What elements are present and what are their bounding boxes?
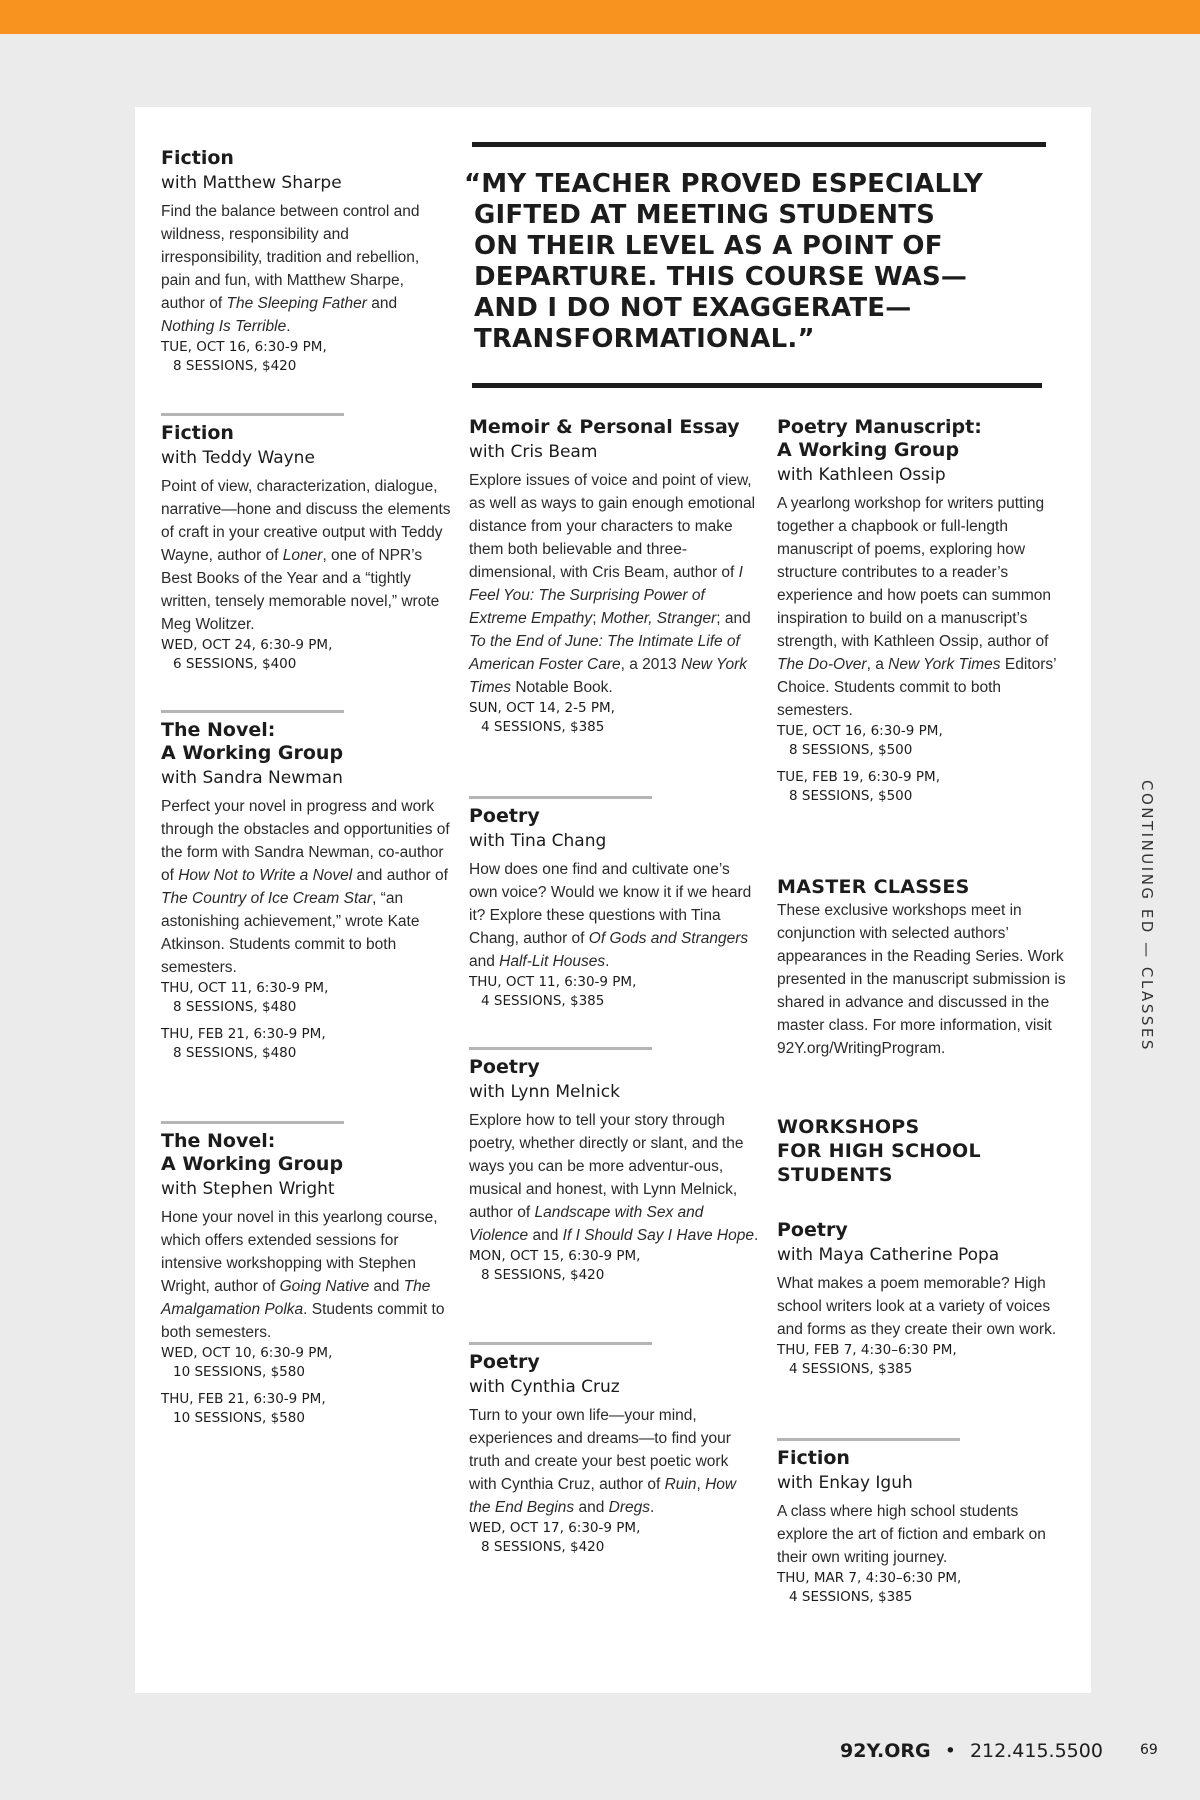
schedule-date-time: WED, OCT 17, 6:30-9 PM, bbox=[469, 1520, 641, 1536]
course-title: Poetry bbox=[777, 1219, 848, 1241]
course-instructor: with Kathleen Ossip bbox=[777, 465, 946, 485]
course-schedule bbox=[777, 1341, 1069, 1379]
course-description: Perfect your novel in progress and work through the obstacles and opportunities of the form with Sandra Newman, co-author of How Not to Write a Novel and author of The Country of Ice Cream Star, “an astonishing achievement,” wrote Kate Atkinson. Students commit to both semesters. bbox=[161, 798, 450, 976]
course-instructor: with Matthew Sharpe bbox=[161, 173, 342, 193]
high-school-workshops-heading bbox=[777, 1115, 1069, 1187]
course-description: Point of view, characterization, dialogue, narrative—hone and discuss the elements of craft in your creative output with Teddy Wayne, author of Loner, one of NPR’s Best Books of the Year and a “tightly written, tensely memorable novel,” wrote Meg Wolitzer. bbox=[161, 478, 451, 633]
schedule-sessions-price: 8 SESSIONS, $500 bbox=[789, 742, 913, 758]
master-classes-text: These exclusive workshops meet in conjunction with selected authors’ appearances in the Reading Series. Work presented in the manuscript submission is shared in advance and discussed in the master class. For more information, visit 92Y.org/WritingProgram. bbox=[777, 902, 1066, 1057]
course-poetry-cruz bbox=[469, 1342, 759, 1557]
schedule-date-time: THU, FEB 21, 6:30-9 PM, bbox=[161, 1391, 326, 1407]
top-accent-bar bbox=[0, 0, 1200, 34]
course-schedule bbox=[469, 973, 759, 1011]
course-schedule bbox=[777, 722, 1069, 760]
schedule-sessions-price: 4 SESSIONS, $385 bbox=[789, 1361, 913, 1377]
schedule-date-time: THU, FEB 7, 4:30–6:30 PM, bbox=[777, 1342, 957, 1358]
footer-contact bbox=[840, 1740, 1103, 1762]
section-divider bbox=[161, 413, 344, 416]
section-divider bbox=[469, 1047, 652, 1050]
schedule-sessions-price: 8 SESSIONS, $480 bbox=[173, 999, 297, 1015]
schedule-sessions-price: 4 SESSIONS, $385 bbox=[481, 993, 605, 1009]
course-title: Fiction bbox=[777, 1447, 850, 1469]
course-poetry-melnick bbox=[469, 1047, 759, 1285]
high-school-heading: WORKSHOPS FOR HIGH SCHOOL STUDENTS bbox=[777, 1116, 981, 1186]
course-description: How does one find and cultivate one’s own voice? Would we know it if we heard it? Explore these questions with Tina Chang, author of Of Gods and Strangers and Half-Lit Houses. bbox=[469, 861, 752, 970]
schedule-sessions-price: 8 SESSIONS, $420 bbox=[173, 358, 297, 374]
course-title: The Novel: A Working Group bbox=[161, 1130, 344, 1175]
footer-site-link[interactable]: 92Y.ORG bbox=[840, 1740, 931, 1762]
section-divider bbox=[777, 1438, 960, 1441]
course-title: Poetry bbox=[469, 805, 540, 827]
course-instructor: with Tina Chang bbox=[469, 831, 607, 851]
course-instructor: with Teddy Wayne bbox=[161, 448, 315, 468]
schedule-date-time: SUN, OCT 14, 2-5 PM, bbox=[469, 700, 615, 716]
course-schedule bbox=[161, 1344, 451, 1382]
course-description: Explore how to tell your story through poetry, whether directly or slant, and the ways you can be more adventur-ous, musical and honest, with Lynn Melnick, author of Landscape with Sex and Violence and If I Should Say I Have Hope. bbox=[469, 1112, 759, 1244]
schedule-sessions-price: 10 SESSIONS, $580 bbox=[173, 1364, 305, 1380]
course-instructor: with Enkay Iguh bbox=[777, 1473, 913, 1493]
course-instructor: with Stephen Wright bbox=[161, 1179, 335, 1199]
schedule-date-time: THU, OCT 11, 6:30-9 PM, bbox=[469, 974, 637, 990]
course-title: Fiction bbox=[161, 147, 234, 169]
schedule-sessions-price: 4 SESSIONS, $385 bbox=[789, 1589, 913, 1605]
quote-line: DEPARTURE. THIS COURSE WAS— bbox=[474, 262, 968, 292]
schedule-date-time: TUE, FEB 19, 6:30-9 PM, bbox=[777, 769, 940, 785]
course-schedule bbox=[161, 1025, 451, 1063]
schedule-sessions-price: 8 SESSIONS, $420 bbox=[481, 1267, 605, 1283]
course-title: Poetry bbox=[469, 1351, 540, 1373]
course-schedule bbox=[469, 699, 759, 737]
course-fiction-wayne bbox=[161, 413, 451, 674]
course-instructor: with Sandra Newman bbox=[161, 768, 343, 788]
course-novel-newman bbox=[161, 710, 451, 1063]
course-description: Explore issues of voice and point of view, as well as ways to gain enough emotional distance from your characters to make them both believable and three-dimensional, with Cris Beam, author of I Feel You: The Surprising Power of Extreme Empathy; Mother, Stranger; and To the End of June: The Intimate Life of American Foster Care, a 2013 New York Times Notable Book. bbox=[469, 472, 756, 696]
course-poetry-chang bbox=[469, 796, 759, 1011]
course-title: Memoir & Personal Essay bbox=[469, 416, 740, 438]
schedule-sessions-price: 10 SESSIONS, $580 bbox=[173, 1410, 305, 1426]
pull-quote bbox=[464, 142, 1046, 388]
schedule-sessions-price: 8 SESSIONS, $500 bbox=[789, 788, 913, 804]
schedule-date-time: THU, MAR 7, 4:30–6:30 PM, bbox=[777, 1570, 962, 1586]
course-description: A class where high school students explore the art of fiction and embark on their own writing journey. bbox=[777, 1503, 1046, 1566]
quote-line: ON THEIR LEVEL AS A POINT OF bbox=[474, 231, 943, 261]
course-description: What makes a poem memorable? High school writers look at a variety of voices and forms as they create their own work. bbox=[777, 1275, 1057, 1338]
course-hs-poetry-popa bbox=[777, 1219, 1069, 1379]
section-divider bbox=[161, 710, 344, 713]
course-schedule bbox=[161, 636, 451, 674]
schedule-sessions-price: 8 SESSIONS, $480 bbox=[173, 1045, 297, 1061]
schedule-date-time: TUE, OCT 16, 6:30-9 PM, bbox=[161, 339, 327, 355]
schedule-date-time: WED, OCT 10, 6:30-9 PM, bbox=[161, 1345, 333, 1361]
course-title: Fiction bbox=[161, 422, 234, 444]
course-fiction-sharpe bbox=[161, 147, 451, 376]
schedule-sessions-price: 6 SESSIONS, $400 bbox=[173, 656, 297, 672]
course-poetry-manuscript-ossip bbox=[777, 416, 1069, 806]
course-memoir-beam bbox=[469, 416, 759, 737]
course-novel-wright bbox=[161, 1121, 451, 1428]
quote-rule-bottom bbox=[472, 383, 1042, 388]
master-classes-heading: MASTER CLASSES bbox=[777, 876, 970, 898]
course-schedule bbox=[469, 1247, 759, 1285]
footer-phone: 212.415.5500 bbox=[969, 1740, 1103, 1762]
course-schedule bbox=[161, 1390, 451, 1428]
course-title: Poetry bbox=[469, 1056, 540, 1078]
schedule-date-time: THU, FEB 21, 6:30-9 PM, bbox=[161, 1026, 326, 1042]
course-schedule bbox=[161, 338, 451, 376]
course-description: Hone your novel in this yearlong course, which offers extended sessions for intensive workshopping with Stephen Wright, author of Going Native and The Amalgamation Polka. Students commit to both semesters. bbox=[161, 1209, 445, 1341]
section-tab-label: CONTINUING ED — CLASSES bbox=[1138, 780, 1156, 1052]
course-schedule bbox=[777, 768, 1069, 806]
course-schedule bbox=[161, 979, 451, 1017]
course-title: The Novel: A Working Group bbox=[161, 719, 344, 764]
schedule-date-time: TUE, OCT 16, 6:30-9 PM, bbox=[777, 723, 943, 739]
quote-rule-top bbox=[472, 142, 1046, 147]
section-divider bbox=[161, 1121, 344, 1124]
course-schedule bbox=[469, 1519, 759, 1557]
schedule-date-time: WED, OCT 24, 6:30-9 PM, bbox=[161, 637, 333, 653]
quote-line: “MY TEACHER PROVED ESPECIALLY bbox=[464, 169, 984, 199]
course-instructor: with Cynthia Cruz bbox=[469, 1377, 620, 1397]
course-hs-fiction-iguh bbox=[777, 1438, 1069, 1607]
section-divider bbox=[469, 796, 652, 799]
course-title: Poetry Manuscript: A Working Group bbox=[777, 416, 982, 461]
quote-line: AND I DO NOT EXAGGERATE— bbox=[474, 293, 912, 323]
course-instructor: with Maya Catherine Popa bbox=[777, 1245, 1000, 1265]
schedule-sessions-price: 8 SESSIONS, $420 bbox=[481, 1539, 605, 1555]
course-description: A yearlong workshop for writers putting together a chapbook or full-length manuscript of poems, exploring how structure contributes to a reader’s experience and how poets can summon inspiration to build on a manuscript’s strength, with Kathleen Ossip, author of The Do-Over, a New York Times Editors’ Choice. Students commit to both semesters. bbox=[777, 495, 1056, 719]
course-schedule bbox=[777, 1569, 1069, 1607]
quote-line: TRANSFORMATIONAL.” bbox=[474, 324, 815, 354]
page-number: 69 bbox=[1140, 1742, 1158, 1758]
course-instructor: with Lynn Melnick bbox=[469, 1082, 620, 1102]
section-divider bbox=[469, 1342, 652, 1345]
schedule-date-time: THU, OCT 11, 6:30-9 PM, bbox=[161, 980, 329, 996]
quote-text bbox=[464, 169, 1046, 355]
quote-line: GIFTED AT MEETING STUDENTS bbox=[474, 200, 936, 230]
footer-separator: • bbox=[944, 1740, 956, 1762]
master-classes bbox=[777, 875, 1069, 1060]
course-description: Turn to your own life—your mind, experiences and dreams—to find your truth and create your best poetic work with Cynthia Cruz, author of Ruin, How the End Begins and Dregs. bbox=[469, 1407, 737, 1516]
course-description: Find the balance between control and wildness, responsibility and irresponsibility, tradition and rebellion, pain and fun, with Matthew Sharpe, author of The Sleeping Father and Nothing Is Terrible. bbox=[161, 203, 420, 335]
course-instructor: with Cris Beam bbox=[469, 442, 598, 462]
schedule-date-time: MON, OCT 15, 6:30-9 PM, bbox=[469, 1248, 641, 1264]
schedule-sessions-price: 4 SESSIONS, $385 bbox=[481, 719, 605, 735]
